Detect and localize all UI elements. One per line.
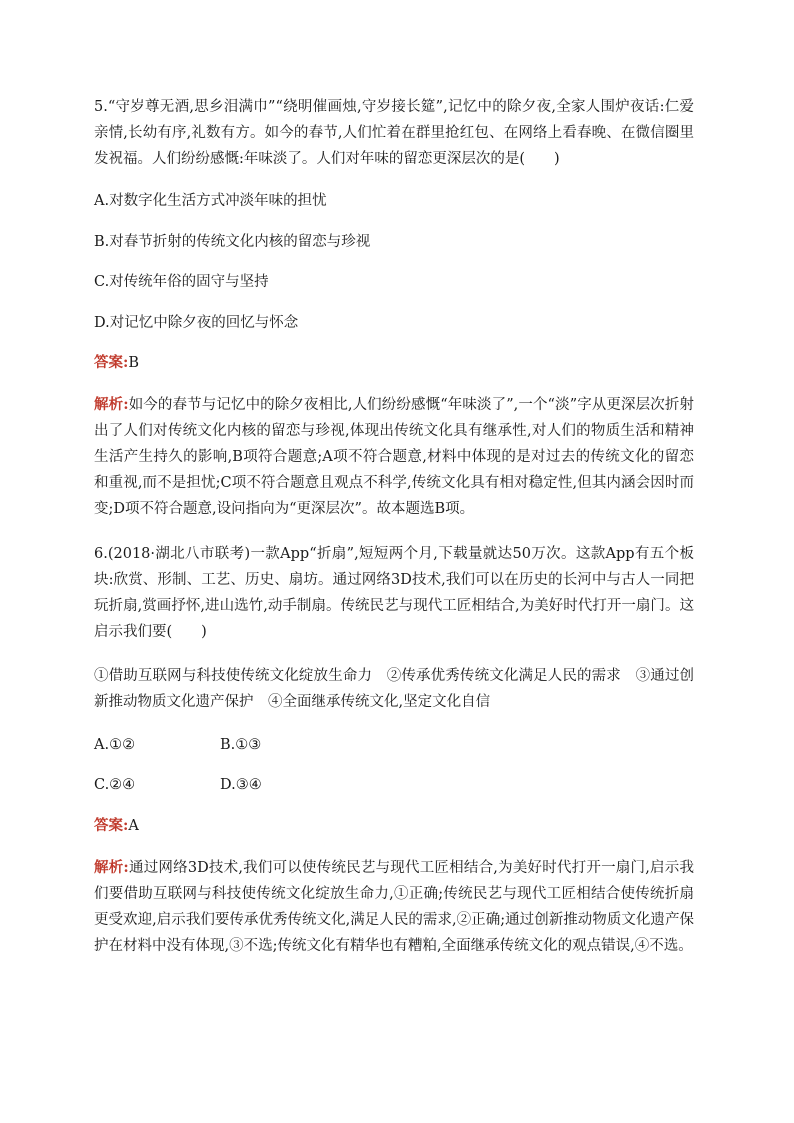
q6-option-c: C.②④ (94, 777, 136, 793)
question-5-stem: 5.“守岁尊无酒,思乡泪满巾”“绕明催画烛,守岁接长筵”,记忆中的除夕夜,全家人围炉夜话:仁爱亲情,长幼有序,礼数有方。如今的春节,人们忙着在群里抢红包、在网络上看春晚、在微信圈里发祝福。人们纷纷感慨:年味淡了。人们对年味的留恋更深层次的是( ) (94, 99, 694, 167)
answer-value: A (128, 818, 139, 834)
q6-answer (94, 816, 694, 836)
analysis-label: 解析: (94, 859, 129, 876)
q5-answer (94, 353, 694, 373)
answer-value: B (128, 355, 140, 371)
q5-option-d: D.对记忆中除夕夜的回忆与怀念 (94, 315, 299, 331)
analysis-text: 如今的春节与记忆中的除夕夜相比,人们纷纷感慨“年味淡了”,一个“淡”字从更深层次折射出了人们对传统文化内核的留恋与珍视,体现出传统文化具有继承性,对人们的物质生活和精神生活产生持久的影响,B项符合题意;A项不符合题意,材料中体现的是对过去的传统文化的留恋和重视,而不是担忧;C项不符合题意且观点不科学,传统文化具有相对稳定性,但其内涵会因时而变;D项不符合题意,设问指向为“更深层次”。故本题选B项。 (94, 397, 694, 517)
q6-options-row-1 (94, 735, 261, 755)
analysis-text: 通过网络3D技术,我们可以使传统民艺与现代工匠相结合,为美好时代打开一扇门,启示我们要借助互联网与科技使传统文化绽放生命力,①正确;传统民艺与现代工匠相结合使传统折扇更受欢迎,启示我们要传承优秀传统文化,满足人民的需求,②正确;通过创新推动物质文化遗产保护在材料中没有体现,③不选;传统文化有精华也有糟粕,全面继承传统文化的观点错误,④不选。 (94, 860, 694, 954)
q5-option-a: A.对数字化生活方式冲淡年味的担忧 (94, 193, 327, 209)
answer-label: 答案: (94, 817, 129, 834)
answer-label: 答案: (94, 354, 129, 371)
q5-option-b: B.对春节折射的传统文化内核的留恋与珍视 (94, 234, 371, 250)
q6-option-a: A.①② (94, 737, 136, 753)
q6-statements: ①借助互联网与科技使传统文化绽放生命力 ②传承优秀传统文化满足人民的需求 ③通过创新推动物质文化遗产保护 ④全面继承传统文化,坚定文化自信 (94, 668, 694, 710)
q6-options-row-2 (94, 775, 262, 795)
question-6-stem: 6.(2018·湖北八市联考)一款App“折扇”,短短两个月,下载量就达50万次。这款App有五个板块:欣赏、形制、工艺、历史、扇坊。通过网络3D技术,我们可以在历史的长河中与古人一同把玩折扇,赏画抒怀,进山选竹,动手制扇。传统民艺与现代工匠相结合,为美好时代打开一扇门。这启示我们要( ) (94, 546, 694, 640)
q6-option-d: D.③④ (220, 777, 262, 793)
q6-option-b: B.①③ (220, 737, 262, 753)
analysis-label: 解析: (94, 396, 129, 413)
q5-analysis (94, 392, 694, 522)
q6-analysis (94, 855, 694, 959)
q5-option-c: C.对传统年俗的固守与坚持 (94, 274, 269, 290)
